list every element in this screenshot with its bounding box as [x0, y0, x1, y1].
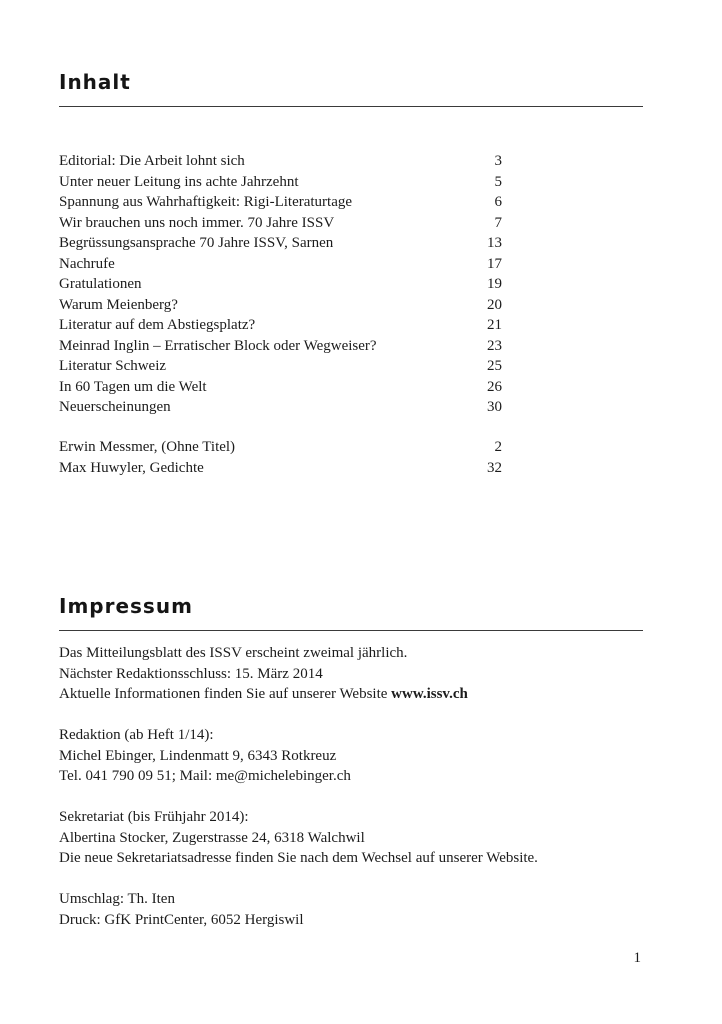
redaktion-label: Redaktion (ab Heft 1/14): [59, 727, 214, 743]
toc-entry [59, 172, 502, 193]
toc-entry-title: Neuerscheinungen [59, 399, 171, 415]
redaktion-address: Michel Ebinger, Lindenmatt 9, 6343 Rotkreuz [59, 747, 337, 764]
editorial-deadline: Nächster Redaktionsschluss: 15. März 2014 [59, 665, 323, 682]
toc-entry-page: 25 [487, 358, 502, 374]
toc-entry-page: 3 [494, 153, 502, 169]
toc-entry-title: Spannung aus Wahrhaftigkeit: Rigi-Literaturtage [59, 194, 353, 210]
toc-entry [59, 254, 502, 275]
toc-entry [59, 397, 502, 418]
toc-entry-title: Gratulationen [59, 276, 142, 292]
impressum-divider [59, 630, 643, 631]
toc-entry-title: Unter neuer Leitung ins achte Jahrzehnt [59, 173, 299, 190]
toc-divider [59, 106, 643, 107]
toc-entry [59, 458, 502, 479]
toc-entry-title: Warum Meienberg? [59, 296, 178, 313]
website-link[interactable]: www.issv.ch [391, 686, 468, 702]
impressum-credits [59, 889, 659, 930]
toc-entry-page: 20 [487, 296, 502, 313]
toc-entry-page: 30 [487, 399, 502, 415]
toc-contributions-list [59, 437, 502, 478]
toc-entry-page: 23 [487, 337, 502, 354]
toc-entry-title: Begrüssungsansprache 70 Jahre ISSV, Sarnen [59, 235, 334, 251]
toc-entry [59, 336, 502, 357]
toc-entry [59, 151, 502, 172]
toc-entry [59, 377, 502, 398]
toc-entry-page: 26 [487, 378, 502, 395]
website-line [59, 684, 659, 705]
toc-entry-title: Meinrad Inglin – Erratischer Block oder Wegweiser? [59, 337, 377, 354]
impressum-redaktion [59, 725, 659, 787]
toc-entry-page: 19 [487, 276, 502, 292]
toc-entry-title: Max Huwyler, Gedichte [59, 459, 204, 476]
toc-entry [59, 213, 502, 234]
toc-entry [59, 315, 502, 336]
print-credit: Druck: GfK PrintCenter, 6052 Hergiswil [59, 911, 304, 928]
toc-entry-page: 32 [487, 459, 502, 476]
toc-entry-title: Nachrufe [59, 255, 115, 272]
toc-entry [59, 437, 502, 458]
toc-entry-title: Literatur auf dem Abstiegsplatz? [59, 317, 256, 333]
toc-entry-page: 2 [494, 439, 502, 455]
impressum-heading: Impressum [59, 594, 193, 618]
toc-entry [59, 356, 502, 377]
toc-entry [59, 233, 502, 254]
toc-entry-title: Editorial: Die Arbeit lohnt sich [59, 153, 245, 169]
toc-entry-page: 13 [487, 235, 502, 251]
publication-frequency: Das Mitteilungsblatt des ISSV erscheint zweimal jährlich. [59, 645, 408, 661]
toc-entry-page: 7 [494, 214, 502, 231]
page-number: 1 [633, 950, 641, 966]
sekretariat-note: Die neue Sekretariatsadresse finden Sie nach dem Wechsel auf unserer Website. [59, 850, 538, 866]
toc-entry-title: Wir brauchen uns noch immer. 70 Jahre ISSV [59, 214, 335, 231]
toc-heading: Inhalt [59, 70, 131, 94]
sekretariat-address: Albertina Stocker, Zugerstrasse 24, 6318 Walchwil [59, 829, 365, 846]
sekretariat-label: Sekretariat (bis Frühjahr 2014): [59, 809, 249, 825]
toc-entry-title: Erwin Messmer, (Ohne Titel) [59, 439, 236, 455]
toc-entry-page: 17 [487, 255, 502, 272]
toc-entry [59, 274, 502, 295]
toc-entry-page: 5 [494, 173, 502, 190]
cover-credit: Umschlag: Th. Iten [59, 891, 175, 907]
impressum-publication-info [59, 643, 659, 705]
toc-entry-title: In 60 Tagen um die Welt [59, 378, 207, 395]
toc-entry [59, 192, 502, 213]
toc-entry [59, 295, 502, 316]
toc-entry-title: Literatur Schweiz [59, 358, 167, 374]
website-text: Aktuelle Informationen finden Sie auf unserer Website [59, 686, 392, 702]
impressum-sekretariat [59, 807, 659, 869]
toc-list [59, 151, 502, 418]
toc-entry-page: 21 [487, 317, 502, 333]
toc-entry-page: 6 [494, 194, 502, 210]
redaktion-contact: Tel. 041 790 09 51; Mail: me@michelebinger.ch [59, 768, 351, 784]
